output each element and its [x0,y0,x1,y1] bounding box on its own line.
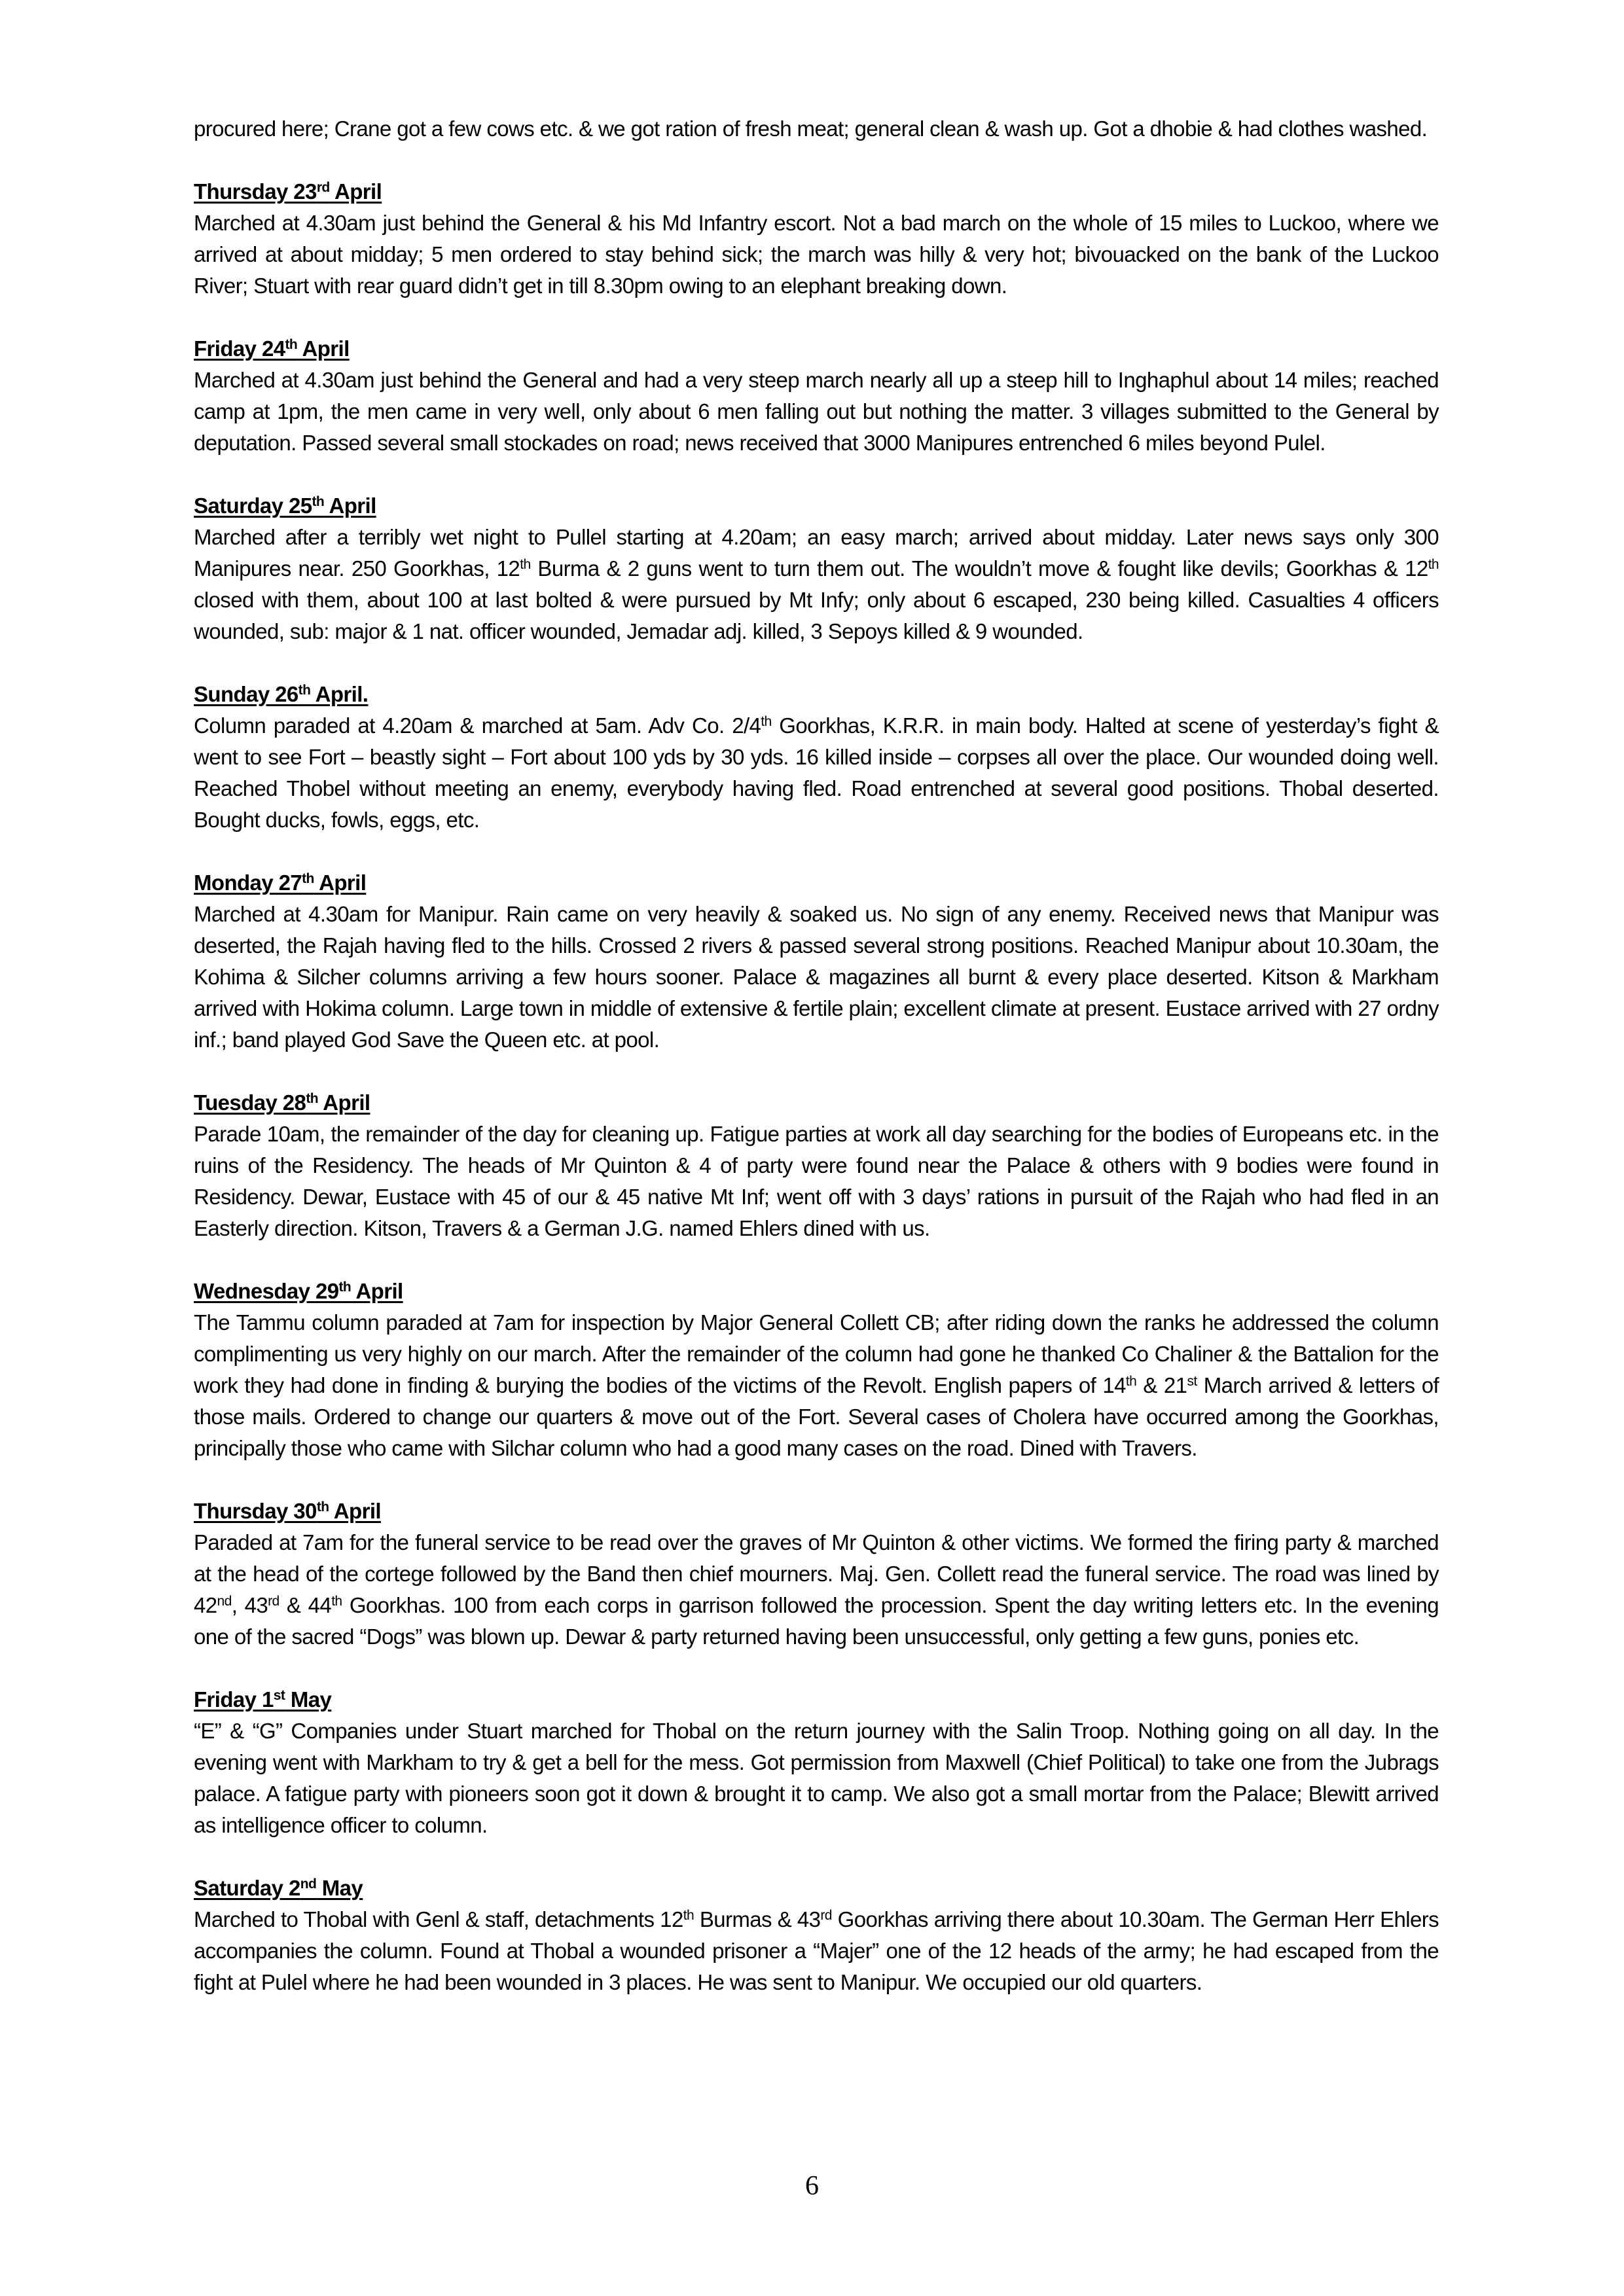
entry-text-segment: , 43 [231,1593,268,1617]
diary-entry [194,333,1439,459]
entry-day-ordinal: rd [316,180,330,195]
entry-day-ordinal: nd [300,1876,317,1892]
entry-text-segment: closed with them, about 100 at last bolted & were pursued by Mt Infy; only about 6 escaped, 230 being killed. Casualties 4 officers wounded, sub: major & 1 nat. officer wounded, Jemadar adj. killed, 3 Sepoys killed & 9 wounded. [194,588,1439,643]
entry-month: April [329,179,382,204]
entry-body [194,710,1439,836]
entry-day-ordinal: th [338,1280,352,1295]
entry-body [194,1119,1439,1244]
page-body [194,113,1439,1998]
ordinal-suffix: th [683,1908,695,1923]
ordinal-suffix: rd [820,1908,832,1923]
ordinal-suffix: th [761,714,772,729]
entry-day: Thursday 23 [194,179,317,204]
intro-paragraph: procured here; Crane got a few cows etc. & we got ration of fresh meat; general clean & wash up. Got a dhobie & had clothes washed. [194,117,1428,141]
entry-month: April [329,1499,381,1523]
diary-entries [194,176,1439,1998]
diary-entry [194,1276,1439,1464]
entry-body [194,899,1439,1056]
entry-text-segment: Burma & 2 guns went to turn them out. The wouldn’t move & fought like devils; Goorkhas & 12 [530,556,1428,581]
ordinal-suffix: nd [217,1594,232,1609]
entry-day: Wednesday 29 [194,1279,339,1303]
entry-date-heading [194,1684,1439,1715]
ordinal-suffix: th [1125,1374,1137,1389]
entry-text-segment: Paraded at 7am for the funeral service to be read over the graves of Mr Quinton & other victims. We formed the firing party & marched at the head of the cortege followed by the Band then chief mourners. Maj. Gen. Collett read the funeral service. The road was lined by 42 [194,1530,1439,1617]
entry-date-heading [194,333,1439,365]
entry-month: May [316,1876,363,1900]
entry-body [194,522,1439,647]
entry-day: Sunday 26 [194,682,298,706]
entry-day: Monday 27 [194,870,302,895]
entry-text-segment: & 44 [279,1593,332,1617]
entry-day: Friday 24 [194,336,285,361]
entry-text-segment: Marched at 4.30am just behind the General & his Md Infantry escort. Not a bad march on the whole of 15 miles to Luckoo, where we arrived at about midday; 5 men ordered to stay behind sick; the march was hilly & very hot; bivouacked on the bank of the Luckoo River; Stuart with rear guard didn’t get in till 8.30pm owing to an elephant breaking down. [194,211,1439,298]
entry-day-ordinal: th [306,1091,318,1106]
entry-text-segment: The Tammu column paraded at 7am for inspection by Major General Collett CB; after riding down the ranks he addressed the column complimenting us very highly on our march. After the remainder of the column had gone he thanked Co Chaliner & the Battalion for the work they had done in finding & burying the bodies of the victims of the Revolt. English papers of 14 [194,1310,1439,1397]
ordinal-suffix: th [1428,557,1439,572]
entry-text-segment: Marched after a terribly wet night to Pullel starting at 4.20am; an easy march; arrived about midday. Later news says only 300 Manipures near. 250 Goorkhas, 12 [194,525,1439,581]
entry-day-ordinal: th [302,871,314,886]
diary-entry [194,176,1439,302]
entry-date-heading [194,1873,1439,1904]
entry-text-segment: & 21 [1136,1373,1187,1397]
entry-day-ordinal: th [312,494,325,509]
entry-day: Saturday 25 [194,493,312,518]
entry-day-ordinal: st [273,1688,285,1703]
entry-day: Saturday 2 [194,1876,300,1900]
ordinal-suffix: st [1187,1374,1197,1389]
entry-day: Tuesday 28 [194,1090,306,1115]
entry-text-segment: Goorkhas, K.R.R. in main body. Halted at scene of yesterday’s fight & went to see Fort – beastly sight – Fort about 100 yds by 30 yds. 16 killed inside – corpses all over the place. Our wounded doing well. Reached Thobel without meeting an enemy, everybody having fled. Road entrenched at several good positions. Thobal deserted. Bought ducks, fowls, eggs, etc. [194,713,1439,832]
entry-text-segment: Parade 10am, the remainder of the day for cleaning up. Fatigue parties at work all day searching for the bodies of Europeans etc. in the ruins of the Residency. The heads of Mr Quinton & 4 of party were found near the Palace & others with 9 bodies were found in Residency. Dewar, Eustace with 45 of our & 45 native Mt Inf; went off with 3 days’ rations in pursuit of the Rajah who had fled in an Easterly direction. Kitson, Travers & a German J.G. named Ehlers dined with us. [194,1122,1439,1240]
diary-entry [194,490,1439,647]
entry-body [194,1715,1439,1841]
entry-month: April [297,336,350,361]
entry-day-ordinal: th [298,683,311,698]
entry-date-heading [194,490,1439,522]
entry-day: Thursday 30 [194,1499,317,1523]
entry-text-segment: Goorkhas. 100 from each corps in garrison followed the procession. Spent the day writing letters etc. In the evening one of the sacred “Dogs” was blown up. Dewar & party returned having been unsuccessful, only getting a few guns, ponies etc. [194,1593,1439,1649]
page-number: 6 [805,2171,819,2201]
entry-date-heading [194,1087,1439,1119]
entry-month: April [317,1090,370,1115]
entry-body [194,1307,1439,1464]
ordinal-suffix: th [520,557,531,572]
entry-text-segment: “E” & “G” Companies under Stuart marched for Thobal on the return journey with the Salin Troop. Nothing going on all day. In the evening went with Markham to try & get a bell for the mess. Got permission from Maxwell (Chief Political) to take one from the Jubrags palace. A fatigue party with pioneers soon got it down & brought it to camp. We also got a small mortar from the Palace; Blewitt arrived as intelligence officer to column. [194,1719,1439,1837]
entry-date-heading [194,1276,1439,1307]
entry-body [194,365,1439,459]
entry-text-segment: March arrived & letters of those mails. Ordered to change our quarters & move out of the Fort. Several cases of Cholera have occurred among the Goorkhas, principally those who came with Silchar column who had a good many cases on the road. Dined with Travers. [194,1373,1439,1460]
diary-entry [194,1496,1439,1653]
entry-day: Friday 1 [194,1687,274,1712]
entry-date-heading [194,1496,1439,1527]
entry-body [194,1527,1439,1653]
entry-month: April [324,493,376,518]
entry-month: May [285,1687,332,1712]
entry-body [194,1904,1439,1998]
entry-month: April [351,1279,403,1303]
entry-text-segment: Marched at 4.30am for Manipur. Rain came on very heavily & soaked us. No sign of any enemy. Received news that Manipur was deserted, the Rajah having fled to the hills. Crossed 2 rivers & passed several strong positions. Reached Manipur about 10.30am, the Kohima & Silcher columns arriving a few hours sooner. Palace & magazines all burnt & every place deserted. Kitson & Markham arrived with Hokima column. Large town in middle of extensive & fertile plain; excellent climate at present. Eustace arrived with 27 ordny inf.; band played God Save the Queen etc. at pool. [194,902,1439,1052]
entry-month: April. [310,682,369,706]
entry-date-heading [194,867,1439,899]
entry-text-segment: Marched at 4.30am just behind the General and had a very steep march nearly all up a steep hill to Inghaphul about 14 miles; reached camp at 1pm, the men came in very well, only about 6 men falling out but nothing the matter. 3 villages submitted to the General by deputation. Passed several small stockades on road; news received that 3000 Manipures entrenched 6 miles beyond Pulel. [194,368,1439,455]
entry-body [194,207,1439,302]
entry-text-segment: Column paraded at 4.20am & marched at 5am. Adv Co. 2/4 [194,713,761,738]
entry-text-segment: Goorkhas arriving there about 10.30am. The German Herr Ehlers accompanies the column. Found at Thobal a wounded prisoner a “Majer” one of the 12 heads of the army; he had escaped from the fight at Pulel where he had been wounded in 3 places. He was sent to Manipur. We occupied our old quarters. [194,1907,1439,1994]
entry-text-segment: Burmas & 43 [694,1907,821,1931]
diary-entry [194,867,1439,1056]
diary-entry [194,1684,1439,1841]
entry-date-heading [194,176,1439,207]
diary-entry [194,1873,1439,1998]
ordinal-suffix: th [331,1594,342,1609]
entry-date-heading [194,679,1439,710]
diary-entry [194,679,1439,836]
entry-text-segment: Marched to Thobal with Genl & staff, detachments 12 [194,1907,683,1931]
diary-entry [194,1087,1439,1244]
entry-day-ordinal: th [285,337,298,352]
ordinal-suffix: rd [268,1594,280,1609]
entry-day-ordinal: th [316,1499,329,1515]
entry-month: April [314,870,367,895]
